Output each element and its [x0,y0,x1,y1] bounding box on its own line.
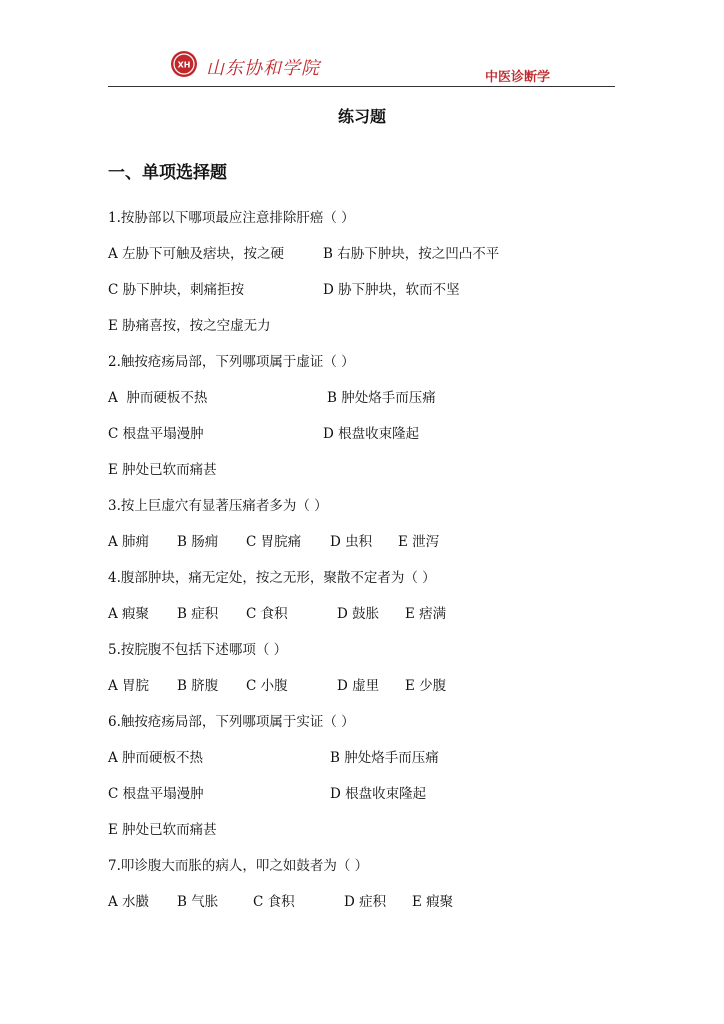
answer-option: E 少腹 [405,678,447,694]
answer-option: A 胃脘 [108,678,150,694]
answer-option: D 虫积 [330,534,373,550]
question-stem: 4.腹部肿块，痛无定处，按之无形，聚散不定者为（ ） [108,570,436,586]
answer-option: B 气胀 [177,894,219,910]
answer-option: D 虚里 [337,678,380,694]
section-heading: 一、单项选择题 [108,163,227,183]
page-header [108,44,615,88]
answer-option: C 胁下肿块，刺痛拒按 [108,282,245,298]
answer-option: C 小腹 [246,678,288,694]
answer-option: D 症积 [344,894,387,910]
answer-option: B 肠痈 [177,534,219,550]
answer-option: C 食积 [246,606,288,622]
svg-text:XH: XH [177,60,191,70]
answer-option: E 肿处已软而痛甚 [108,462,217,478]
school-logo-icon [170,50,198,78]
answer-option: D 胁下肿块，软而不坚 [323,282,460,298]
question-stem: 1.按胁部以下哪项最应注意排除肝癌（ ） [108,210,355,226]
answer-option: E 痞满 [405,606,447,622]
question-stem: 5.按脘腹不包括下述哪项（ ） [108,642,288,658]
answer-option: D 根盘收束隆起 [330,786,427,802]
answer-option: B 肿处烙手而压痛 [330,750,439,766]
answer-option: B 肿处烙手而压痛 [327,390,436,406]
answer-option: B 右胁下肿块，按之凹凸不平 [323,246,500,262]
answer-option: D 鼓胀 [337,606,380,622]
question-stem: 2.触按疮疡局部，下列哪项属于虚证（ ） [108,354,355,370]
answer-option: E 瘕聚 [412,894,454,910]
question-stem: 6.触按疮疡局部，下列哪项属于实证（ ） [108,714,355,730]
question-stem: 3.按上巨虚穴有显著压痛者多为（ ） [108,498,328,514]
answer-option: A 左胁下可触及痞块，按之硬 [108,246,285,262]
question-stem: 7.叩诊腹大而胀的病人，叩之如鼓者为（ ） [108,858,369,874]
answer-option: D 根盘收束隆起 [323,426,420,442]
answer-option: A 瘕聚 [108,606,150,622]
answer-option: C 食积 [253,894,295,910]
answer-option: C 根盘平塌漫肿 [108,786,204,802]
answer-option: A 肺痈 [108,534,150,550]
answer-option: E 泄泻 [398,534,440,550]
answer-option: B 症积 [177,606,219,622]
answer-option: A 肿而硬板不热 [108,390,208,406]
page-title: 练习题 [337,107,386,126]
answer-option: A 水臌 [108,894,150,910]
answer-option: C 根盘平塌漫肿 [108,426,204,442]
header-divider [108,86,615,87]
answer-option: E 胁痛喜按，按之空虚无力 [108,318,271,334]
answer-option: A 肿而硬板不热 [108,750,204,766]
course-name: 中医诊断学 [484,70,550,85]
answer-option: C 胃脘痛 [246,534,302,550]
answer-option: E 肿处已软而痛甚 [108,822,217,838]
answer-option: B 脐腹 [177,678,219,694]
school-name: 山东协和学院 [206,58,320,79]
